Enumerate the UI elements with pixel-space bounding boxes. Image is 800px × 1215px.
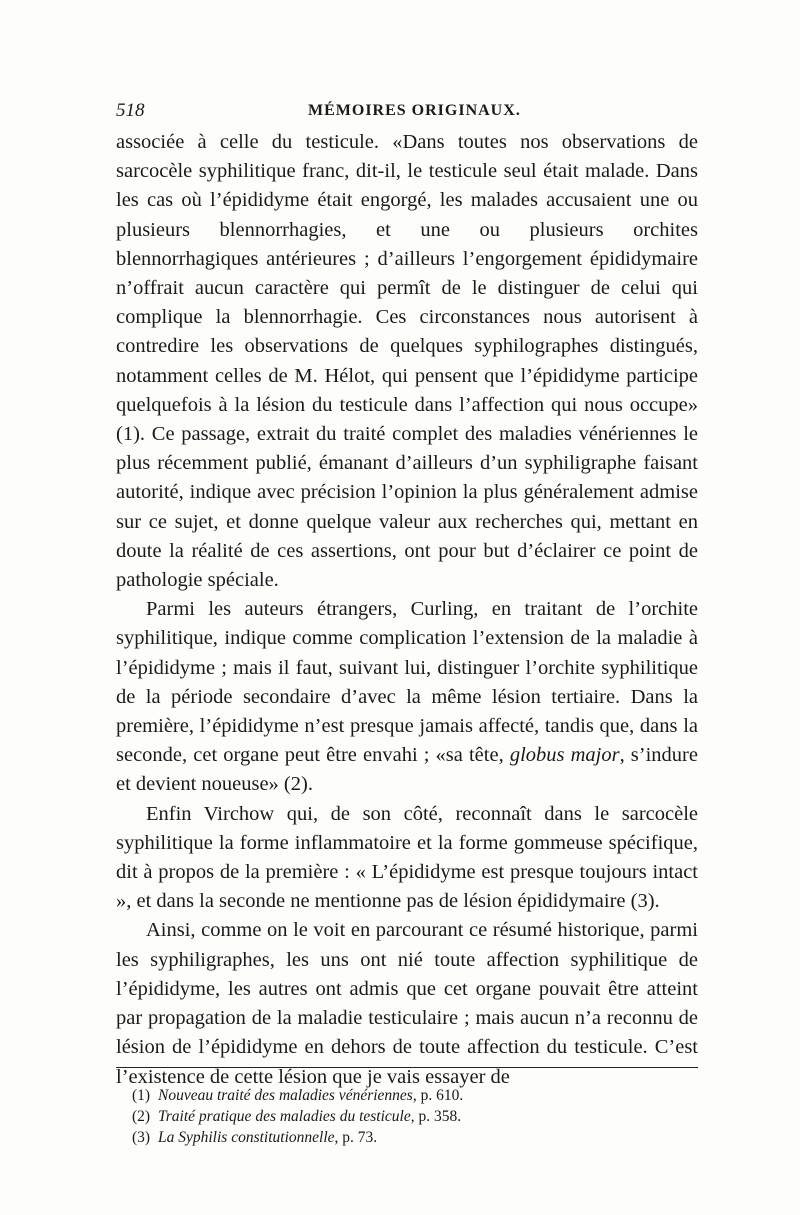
page-header — [116, 100, 696, 124]
paragraph-2-text-end: , s’indure et devient noueuse» (2). — [116, 744, 698, 796]
footnote-3 — [132, 1127, 692, 1148]
footnote-ref: , p. 358. — [410, 1108, 462, 1125]
footnote-title: Nouveau traité des maladies vénériennes — [158, 1087, 413, 1104]
paragraph-3: Enfin Virchow qui, de son côté, reconnaît dans le sarcocèle syphilitique la forme inflammatoire et la forme gommeuse spécifique, dit à propos de la première : « L’épididyme est presque toujours intact », et dans la seconde ne mentionne pas de lésion épididymaire (3). — [116, 802, 698, 913]
running-head: MÉMOIRES ORIGINAUX. — [308, 102, 521, 119]
footnote-ref: , p. 73. — [334, 1129, 378, 1146]
footnote-divider — [116, 1067, 698, 1068]
footnote-2 — [132, 1106, 692, 1127]
footnote-ref: , p. 610. — [412, 1087, 464, 1104]
footnote-title: La Syphilis constitutionnelle — [158, 1129, 335, 1146]
paragraph-2-text: Parmi les auteurs étrangers, Curling, en traitant de l’orchite syphilitique, indique comme complication l’extension de la maladie à l’épididyme ; mais il faut, suivant lui, distinguer l’orchite syphilitique de la période secondaire d’avec la même lésion tertiaire. Dans la première, l’épididyme n’est presque jamais affecté, tandis que, dans la seconde, cet organe peut être envahi ; «sa tête, — [116, 598, 698, 767]
paragraph-2-italic-term: globus major — [509, 744, 620, 767]
paragraph-2 — [116, 595, 698, 799]
footnote-mark: (2) — [132, 1108, 151, 1125]
body-text — [116, 128, 698, 1092]
footnote-mark: (3) — [132, 1129, 151, 1146]
footnote-1 — [132, 1085, 692, 1106]
footnotes — [132, 1085, 692, 1148]
paragraph-1: associée à celle du testicule. «Dans toutes nos observations de sarcocèle syphilitique franc, dit-il, le testicule seul était malade. Dans les cas où l’épididyme était engorgé, les malades accusaient une ou plusieurs blennorrhagies, et une ou plusieurs orchites blennorrhagiques antérieures ; d’ailleurs l’engorgement épididymaire n’offrait aucun caractère qui permît de le distinguer de celui qui complique la blennorrhagie. Ces circonstances nous autorisent à contredire les observations de quelques syphilographes distingués, notamment celles de M. Hélot, qui pensent que l’épididyme participe quelquefois à la lésion du testicule dans l’affection qui nous occupe» (1). Ce passage, extrait du traité complet des maladies vénériennes le plus récemment publié, émanant d’ailleurs d’un syphiligraphe faisant autorité, indique avec précision l’opinion la plus généralement admise sur ce sujet, et donne quelque valeur aux recherches qui, mettant en doute la réalité de ces assertions, ont pour but d’éclairer ce point de pathologie spéciale. — [116, 131, 698, 592]
footnote-title: Traité pratique des maladies du testicule — [158, 1108, 411, 1125]
footnote-mark: (1) — [132, 1087, 151, 1104]
paragraph-4: Ainsi, comme on le voit en parcourant ce résumé historique, parmi les syphiligraphes, les uns ont nié toute affection syphilitique de l’épididyme, les autres ont admis que cet organe pouvait être atteint par propagation de la maladie testiculaire ; mais aucun n’a reconnu de lésion de l’épididyme en dehors de toute affection du testicule. C’est l’existence de cette lésion que je vais essayer de — [116, 919, 698, 1088]
page-number: 518 — [116, 100, 145, 121]
